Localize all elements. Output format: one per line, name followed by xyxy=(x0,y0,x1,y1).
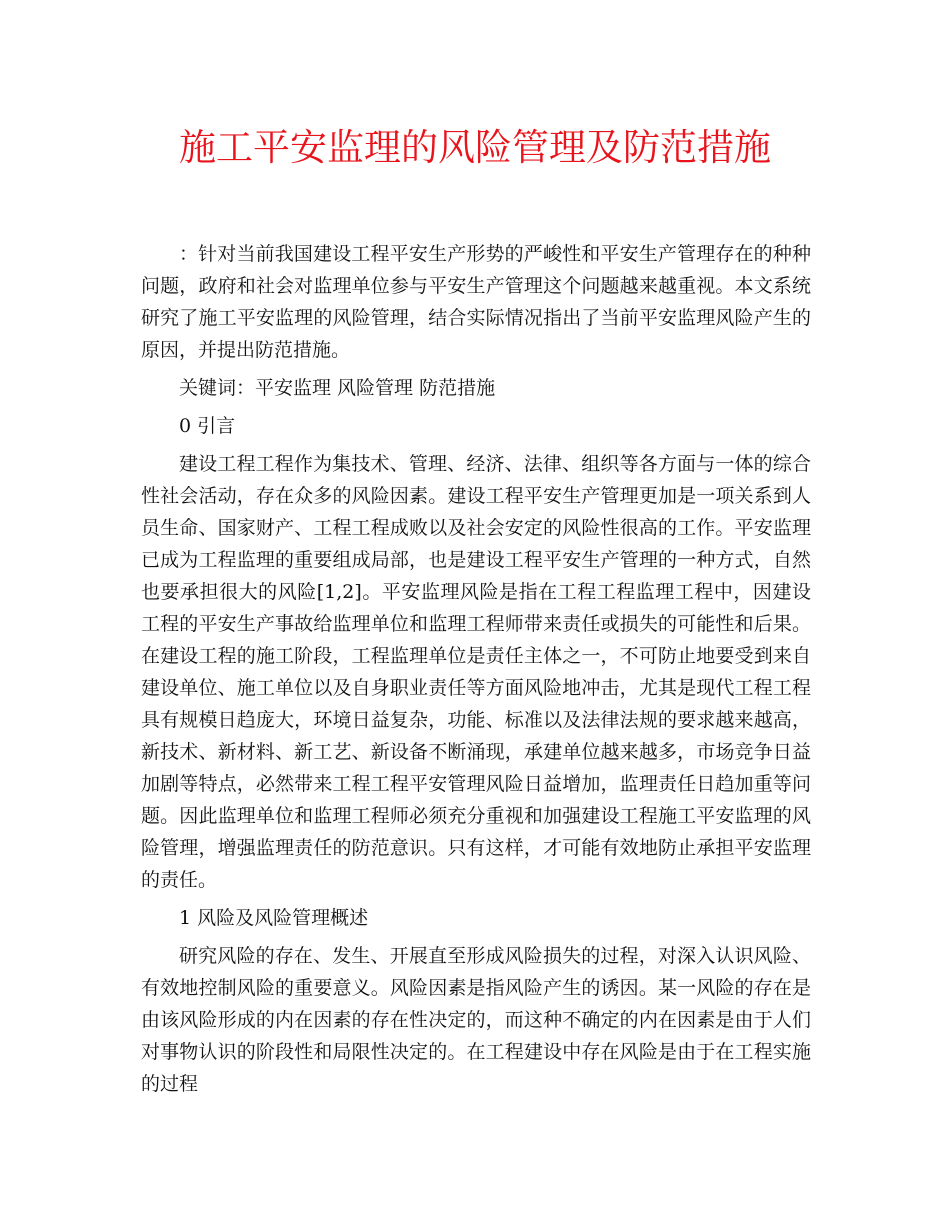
section-heading-introduction: 0 引言 xyxy=(179,415,236,437)
abstract-paragraph: ：针对当前我国建设工程平安生产形势的严峻性和平安生产管理存在的种种问题，政府和社会对监理单位参与平安生产管理这个问题越来越重视。本文系统研究了施工平安监理的风险管理，结合实际情况指出了当前平安监理风险产生的原因，并提出防范措施。 xyxy=(141,243,811,361)
body-paragraph: 建设工程工程作为集技术、管理、经济、法律、组织等各方面与一体的综合性社会活动，存在众多的风险因素。建设工程平安生产管理更加是一项关系到人员生命、国家财产、工程工程成败以及社会安定的风险性很高的工作。平安监理已成为工程监理的重要组成局部，也是建设工程平安生产管理的一种方式，自然也要承担很大的风险[1,2]。平安监理风险是指在工程工程监理工程中，因建设工程的平安生产事故给监理单位和监理工程师带来责任或损失的可能性和后果。在建设工程的施工阶段，工程监理单位是责任主体之一，不可防止地要受到来自建设单位、施工单位以及自身职业责任等方面风险地冲击，尤其是现代工程工程具有规模日趋庞大，环境日益复杂，功能、标准以及法律法规的要求越来越高，新技术、新材料、新工艺、新设备不断涌现，承建单位越来越多，市场竞争日益加剧等特点，必然带来工程工程平安管理风险日益增加，监理责任日趋加重等问题。因此监理单位和监理工程师必须充分重视和加强建设工程施工平安监理的风险管理，增强监理责任的防范意识。只有这样，才可能有效地防止承担平安监理的责任。 xyxy=(141,453,811,891)
body-paragraph: 研究风险的存在、发生、开展直至形成风险损失的过程，对深入认识风险、有效地控制风险的重要意义。风险因素是指风险产生的诱因。某一风险的存在是由该风险形成的内在因素的存在性决定的，而这种不确定的内在因素是由于人们对事物认识的阶段性和局限性决定的。在工程建设中存在风险是由于在工程实施的过程 xyxy=(141,945,811,1095)
document-body xyxy=(141,238,811,1106)
section-heading-risk-overview: 1 风险及风险管理概述 xyxy=(179,907,369,929)
keywords-line: 关键词：平安监理 风险管理 防范措施 xyxy=(179,377,496,399)
document-title: 施工平安监理的风险管理及防范措施 xyxy=(179,126,771,169)
